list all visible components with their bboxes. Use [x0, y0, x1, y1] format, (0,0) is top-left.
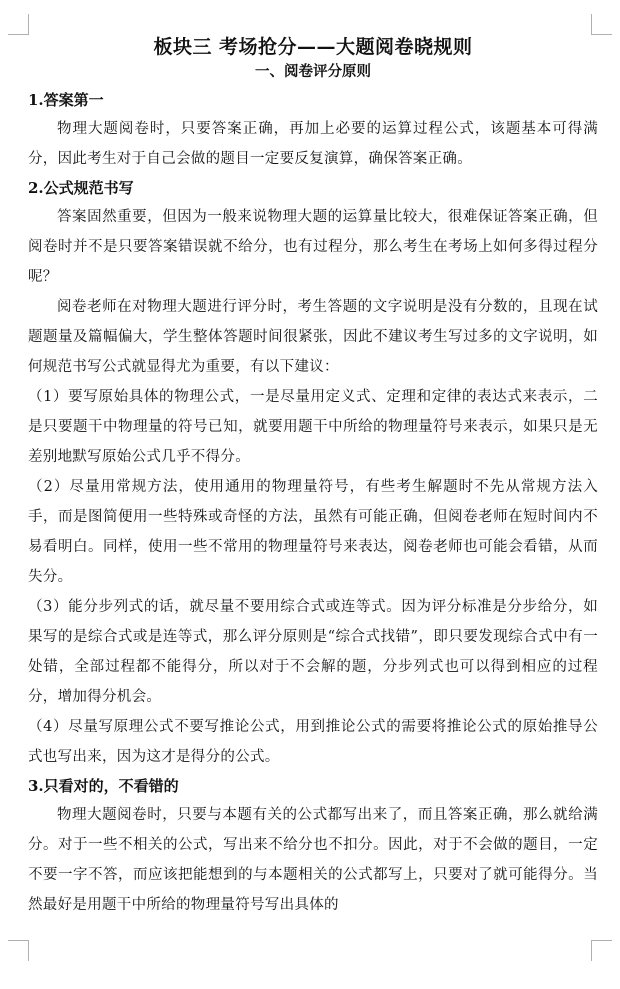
paragraph: 阅卷老师在对物理大题进行评分时，考生答题的文字说明是没有分数的，且现在试题题量及篇幅偏大，学生整体答题时间很紧张，因此不建议考生写过多的文字说明，如何规范书写公式就显得尤为重要，有以下建议：	[28, 299, 598, 375]
paragraph: 物理大题阅卷时，只要与本题有关的公式都写出来了，而且答案正确，那么就给满分。对于一些不相关的公式，写出来不给分也不扣分。因此，对于不会做的题目，一定不要一字不答，而应该把能想到的与本题相关的公式都写上，只要对了就可能得分。当然最好是用题干中所给的物理量符号写出具体的	[28, 807, 598, 913]
crop-mark-bottom-left	[8, 940, 29, 961]
paragraph: 答案固然重要，但因为一般来说物理大题的运算量比较大，很难保证答案正确，但阅卷时并不是只要答案错误就不给分，也有过程分，那么考生在考场上如何多得过程分呢？	[28, 209, 598, 285]
section-heading-formula-writing: 2.公式规范书写	[28, 179, 134, 197]
section-heading-only-correct: 3.只看对的，不看错的	[28, 777, 179, 795]
paragraph: 物理大题阅卷时，只要答案正确，再加上必要的运算过程公式，该题基本可得满分，因此考生对于自己会做的题目一定要反复演算，确保答案正确。	[28, 121, 598, 167]
list-item: （1）要写原始具体的物理公式，一是尽量用定义式、定理和定律的表达式来表示，二是只要题干中物理量的符号已知，就要用题干中所给的物理量符号来表示，如果只是无差别地默写原始公式几乎不得分。	[28, 389, 598, 465]
crop-mark-top-right	[591, 14, 612, 35]
list-item: （4）尽量写原理公式不要写推论公式，用到推论公式的需要将推论公式的原始推导公式也写出来，因为这才是得分的公式。	[28, 719, 598, 765]
crop-mark-top-left	[8, 14, 29, 35]
crop-mark-bottom-right	[591, 940, 612, 961]
page-subtitle: 一、阅卷评分原则	[255, 63, 371, 80]
list-item: （3）能分步列式的话，就尽量不要用综合式或连等式。因为评分标准是分步给分，如果写的是综合式或是连等式，那么评分原则是“综合式找错”，即只要发现综合式中有一处错，全部过程都不能得分，所以对于不会解的题，分步列式也可以得到相应的过程分，增加得分机会。	[28, 599, 598, 705]
list-item: （2）尽量用常规方法，使用通用的物理量符号，有些考生解题时不先从常规方法入手，而是图简便用一些特殊或奇怪的方法，虽然有可能正确，但阅卷老师在短时间内不易看明白。同样，使用一些不常用的物理量符号来表达，阅卷老师也可能会看错，从而失分。	[28, 479, 598, 585]
page-title: 板块三 考场抢分——大题阅卷晓规则	[153, 36, 473, 58]
document-body	[28, 34, 598, 920]
section-heading-answer-first: 1.答案第一	[28, 91, 104, 109]
